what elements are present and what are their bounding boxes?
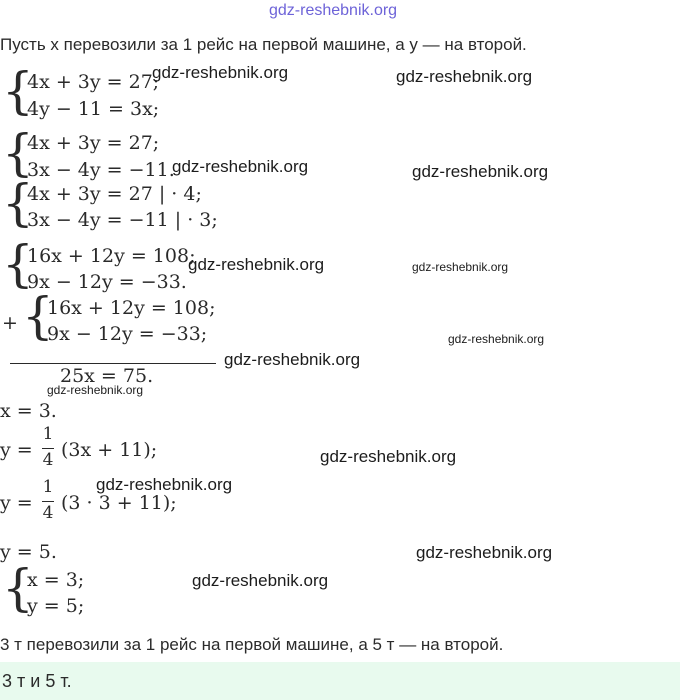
y-expr1-denominator: 4 [42,450,54,470]
sum-result: 25x = 75. [60,365,154,387]
y-expr2-denominator: 4 [42,503,54,523]
watermark: gdz-reshebnik.org [412,260,509,274]
system1-eq1: 4x + 3y = 27; [27,71,160,93]
y-result: y = 5. [0,541,57,563]
y-expr2-lhs: y = [0,492,33,514]
left-brace-2: { [2,124,34,182]
left-brace-4: { [2,235,34,293]
y-expr2-numerator: 1 [42,477,54,497]
watermark: gdz-reshebnik.org [47,383,144,397]
system2-eq2: 3x − 4y = −11. [27,159,175,181]
y-expr1-rhs: (3x + 11); [61,439,158,461]
system1-eq2: 4y − 11 = 3x; [27,98,160,120]
final-eq1: x = 3; [27,569,85,591]
watermark: gdz-reshebnik.org [416,543,553,562]
x-result: x = 3. [0,400,57,422]
watermark: gdz-reshebnik.org [412,162,549,181]
y-expr1-numerator: 1 [42,424,54,444]
system4-eq1: 16x + 12y = 108; [27,245,196,267]
watermark: gdz-reshebnik.org [96,475,233,494]
system2-eq1: 4x + 3y = 27; [27,132,160,154]
left-brace-1: { [2,62,34,120]
final-eq2: y = 5; [27,595,85,617]
conclusion-text: 3 т перевозили за 1 рейс на первой машине, а 5 т — на второй. [0,635,504,654]
system5-eq2: 9x − 12y = −33; [47,323,208,345]
fraction-bar [42,448,54,449]
watermark: gdz-reshebnik.org [192,571,329,590]
watermark: gdz-reshebnik.org [224,350,361,369]
sum-rule [10,363,216,364]
y-expr2-rhs: (3 · 3 + 11); [61,492,177,514]
left-brace-5: { [22,287,54,345]
y-expr1-lhs: y = [0,439,33,461]
watermark: gdz-reshebnik.org [448,332,545,346]
watermark: gdz-reshebnik.org [396,67,533,86]
plus-sign: + [2,312,18,334]
intro-text: Пусть x перевозили за 1 рейс на первой машине, а y — на второй. [0,35,527,54]
system3-eq2: 3x − 4y = −11 | · 3; [27,209,218,231]
answer-text: 3 т и 5 т. [2,671,72,691]
system4-eq2: 9x − 12y = −33. [27,271,187,293]
fraction-bar [42,501,54,502]
left-brace-final: { [2,559,34,617]
watermark: gdz-reshebnik.org [320,447,457,466]
watermark: gdz-reshebnik.org [172,157,309,176]
system5-eq1: 16x + 12y = 108; [47,297,216,319]
answer-box [0,662,680,700]
watermark: gdz-reshebnik.org [152,63,289,82]
watermark-top: gdz-reshebnik.org [269,2,398,19]
watermark: gdz-reshebnik.org [188,255,325,274]
system3-eq1: 4x + 3y = 27 | · 4; [27,183,202,205]
left-brace-3: { [2,174,34,232]
